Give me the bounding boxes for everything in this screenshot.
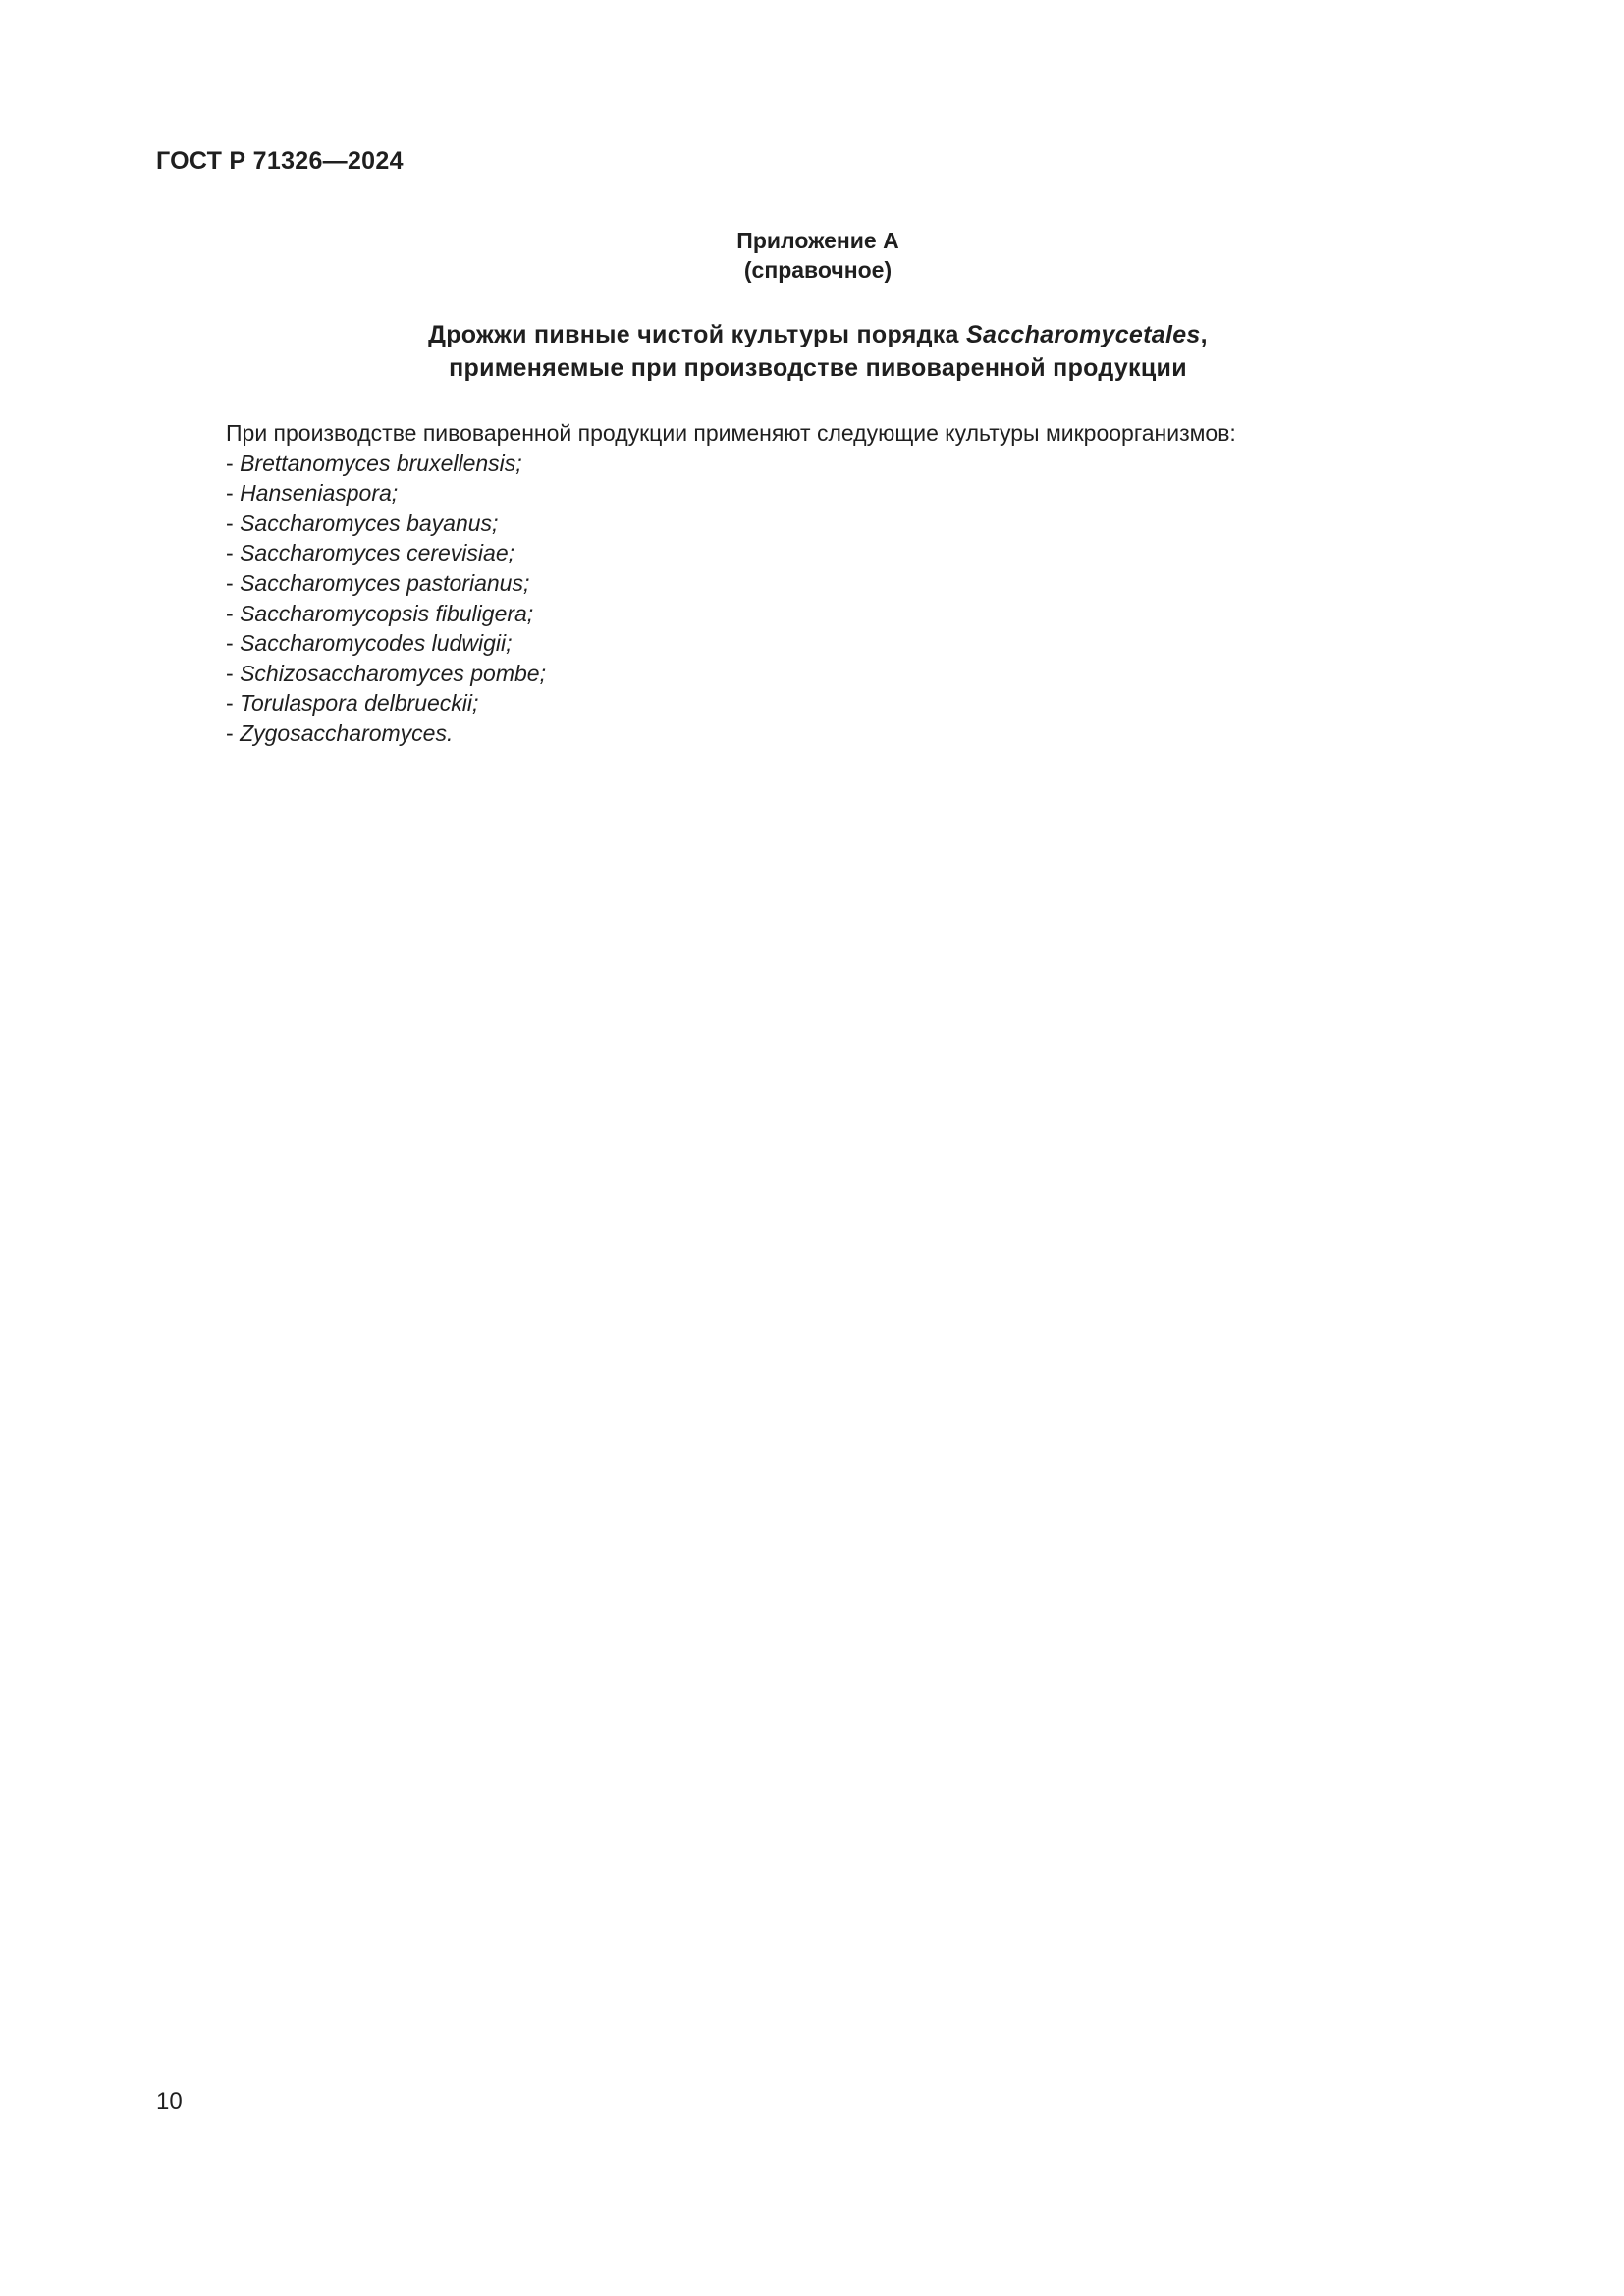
annex-heading bbox=[0, 318, 1624, 385]
heading-line-1-prefix: Дрожжи пивные чистой культуры порядка bbox=[428, 321, 967, 348]
list-item bbox=[226, 599, 1236, 629]
annex-type: (справочное) bbox=[743, 257, 893, 283]
species-name: Torulaspora delbrueckii; bbox=[240, 690, 479, 717]
list-item bbox=[226, 568, 1236, 599]
list-dash: - bbox=[226, 540, 241, 566]
list-dash: - bbox=[226, 690, 241, 717]
list-dash: - bbox=[226, 630, 241, 657]
species-name: Saccharomyces cerevisiae; bbox=[240, 540, 515, 566]
list-item bbox=[226, 508, 1236, 539]
list-item bbox=[226, 478, 1236, 508]
species-list bbox=[226, 449, 1236, 749]
list-item bbox=[226, 719, 1236, 749]
species-name: Brettanomyces bruxellensis; bbox=[240, 450, 522, 476]
annex-label bbox=[0, 226, 1624, 285]
list-item bbox=[226, 628, 1236, 659]
intro-paragraph: При производстве пивоваренной продукции применяют следующие культуры микроорганизмов: bbox=[226, 420, 1236, 446]
annex-title: Приложение А bbox=[736, 228, 899, 253]
species-name: Schizosaccharomyces pombe; bbox=[240, 660, 546, 686]
species-name: Zygosaccharomyces. bbox=[240, 720, 454, 746]
heading-line-2: применяемые при производстве пивоваренной продукции bbox=[449, 354, 1187, 382]
species-name: Saccharomyces pastorianus; bbox=[240, 569, 530, 596]
list-dash: - bbox=[226, 509, 241, 536]
list-dash: - bbox=[226, 660, 241, 686]
species-name: Hanseniaspora; bbox=[240, 480, 399, 507]
list-dash: - bbox=[226, 569, 241, 596]
species-name: Saccharomycopsis fibuligera; bbox=[240, 600, 534, 626]
list-item bbox=[226, 659, 1236, 689]
heading-order-name: Saccharomycetales bbox=[966, 321, 1201, 348]
heading-line-1-suffix: , bbox=[1200, 321, 1208, 348]
list-dash: - bbox=[226, 600, 241, 626]
heading-line-1 bbox=[0, 318, 1624, 351]
document-code: ГОСТ Р 71326—2024 bbox=[156, 147, 404, 175]
list-item bbox=[226, 688, 1236, 719]
list-dash: - bbox=[226, 720, 241, 746]
list-dash: - bbox=[226, 480, 241, 507]
species-name: Saccharomyces bayanus; bbox=[240, 509, 499, 536]
species-name: Saccharomycodes ludwigii; bbox=[240, 630, 513, 657]
list-item bbox=[226, 538, 1236, 568]
list-item bbox=[226, 449, 1236, 479]
list-dash: - bbox=[226, 450, 241, 476]
page-number: 10 bbox=[156, 2088, 183, 2114]
body-text bbox=[226, 418, 1236, 749]
